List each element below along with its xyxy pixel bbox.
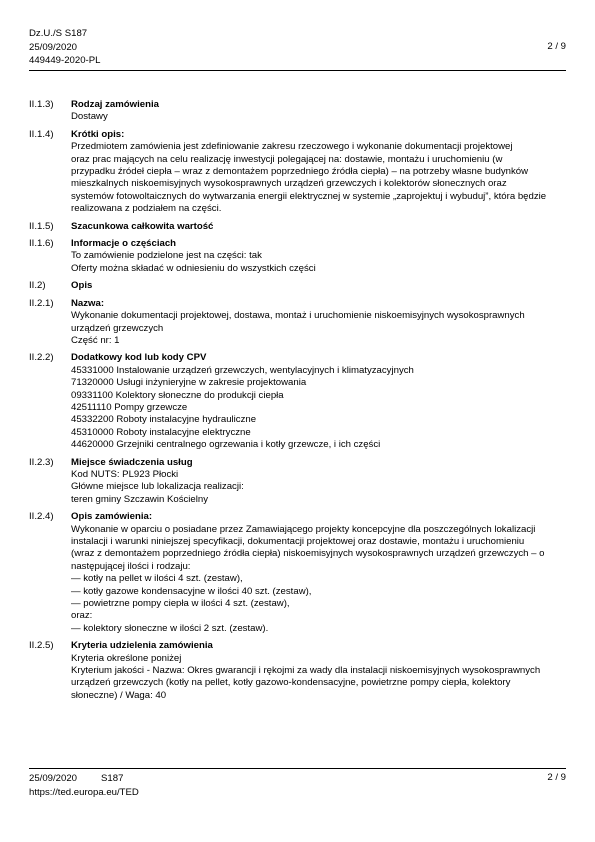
section-text-line: 42511110 Pompy grzewcze [71, 401, 188, 413]
header-divider [29, 70, 566, 71]
section-text-line: — kolektory słoneczne w ilości 2 szt. (zestaw). [71, 622, 269, 634]
footer-date: 25/09/2020 [29, 773, 78, 784]
header-page-number: 2 / 9 [547, 41, 566, 52]
section-text-line: 71320000 Usługi inżynieryjne w zakresie projektowania [71, 377, 307, 389]
footer-page-number: 2 / 9 [547, 772, 566, 783]
section-title: Opis [71, 280, 93, 292]
section-number: II.2.3) [29, 456, 54, 468]
section-text-line: systemów fotowoltaicznych do wytwarzania energii elektrycznej w systemie „zaprojektuj i wybuduj”, która będzie [71, 190, 547, 202]
section-text-line: 45331000 Instalowanie urządzeń grzewczych, wentylacyjnych i klimatyzacyjnych [71, 364, 414, 376]
section-number: II.2.2) [29, 352, 54, 364]
section-number: II.1.5) [29, 220, 54, 232]
section-text-line: 45310000 Roboty instalacyjne elektryczne [71, 426, 251, 438]
section-number: II.1.6) [29, 238, 54, 250]
section-text-line: słoneczne) / Waga: 40 [71, 689, 167, 701]
header-journal-ref: Dz.U./S S187 [29, 28, 88, 39]
section [29, 221, 566, 233]
section-text-line: 45332200 Roboty instalacyjne hydrauliczne [71, 414, 257, 426]
section-text-line: — kotły na pellet w ilości 4 szt. (zestaw), [71, 573, 243, 585]
section-text-line: Kryterium jakości - Nazwa: Okres gwarancji i rękojmi za wady dla instalacji niskoemisyjnych wysokosprawnych [71, 665, 541, 677]
section-text-line: Przedmiotem zamówienia jest zdefiniowanie zakresu rzeczowego i wykonanie dokumentacji projektowej [71, 141, 513, 153]
section [29, 511, 566, 635]
section-text-line: realizowana z podziałem na części. [71, 203, 222, 215]
section-text-line: Wykonanie dokumentacji projektowej, dostawa, montaż i uruchomienie niskoemisyjnych wysokosprawnych [71, 310, 525, 322]
section-title: Dodatkowy kod lub kody CPV [71, 352, 207, 364]
section-text-line: Wykonanie w oparciu o posiadane przez Zamawiającego projekty koncepcyjne dla poszczególnych lokalizacji [71, 523, 536, 535]
section [29, 298, 566, 348]
section-text-line: Dostawy [71, 111, 108, 123]
section-text-line: teren gminy Szczawin Kościelny [71, 493, 209, 505]
section-title: Miejsce świadczenia usług [71, 456, 193, 468]
section-title: Nazwa: [71, 297, 105, 309]
section-text-line: mieszkalnych niskoemisyjnych wysokosprawnych urządzeń grzewczych i kolektorów słonecznych oraz [71, 178, 507, 190]
footer-divider [29, 768, 566, 769]
section-text-line: oraz prac mających na celu realizację inwestycji polegającej na: dostawie, montażu i uruchomieniu (w [71, 153, 503, 165]
section [29, 99, 566, 124]
section-number: II.2.4) [29, 511, 54, 523]
footer-code: S187 [101, 773, 124, 784]
document-header [29, 27, 100, 68]
document-footer [29, 772, 139, 800]
section [29, 352, 566, 451]
section [29, 280, 566, 292]
section-title: Rodzaj zamówienia [71, 99, 159, 110]
section-title: Krótki opis: [71, 128, 125, 140]
section-text-line: urządzeń grzewczych (kotły na pellet, kotły gazowo-kondensacyjne, powietrzne pompy ciepła, kolektory [71, 677, 511, 689]
section-number: II.1.4) [29, 128, 54, 140]
section [29, 640, 566, 702]
section-number: II.2.5) [29, 640, 54, 652]
section-text-line: instalacji i warunki niniejszej specyfikacji, dokumentacji projektowej oraz dostawie, montażu i uruchomieniu [71, 536, 525, 547]
section-text-line: przypadku źródeł ciepła – wraz z demontażem poprzedniego źródła ciepła) – na potrzeby własne budynków [71, 166, 529, 178]
section-text-line: — kotły gazowe kondensacyjne w ilości 40 szt. (zestaw), [71, 585, 312, 597]
section-title: Informacje o częściach [71, 238, 177, 250]
section-text-line: Oferty można składać w odniesieniu do wszystkich części [71, 262, 316, 274]
section-number: II.1.3) [29, 99, 54, 110]
section-text-line: urządzeń grzewczych [71, 322, 164, 334]
section-text-line: (wraz z demontażem poprzedniego źródła ciepła) niskoemisyjnych wysokosprawnych urządzeń grzewczych – o [71, 548, 545, 560]
section-number: II.2) [29, 280, 46, 292]
section [29, 129, 566, 216]
section [29, 238, 566, 275]
section-title: Opis zamówienia: [71, 511, 153, 523]
section-text-line: Kod NUTS: PL923 Płocki [71, 468, 179, 480]
header-notice-id: 449449-2020-PL [29, 55, 101, 66]
section-text-line: oraz: [71, 610, 93, 622]
section-title: Kryteria udzielenia zamówienia [71, 640, 213, 652]
section-number: II.2.1) [29, 297, 54, 309]
section-text-line: Kryteria określone poniżej [71, 652, 182, 664]
footer-link[interactable]: https://ted.europa.eu/TED [29, 787, 139, 798]
section-text-line: 09331100 Kolektory słoneczne do produkcji ciepła [71, 389, 284, 401]
section-text-line: — powietrzne pompy ciepła w ilości 4 szt. (zestaw), [71, 598, 290, 610]
section-title: Szacunkowa całkowita wartość [71, 220, 214, 232]
section-text-line: Część nr: 1 [71, 334, 120, 346]
section [29, 457, 566, 507]
section-text-line: To zamówienie podzielone jest na części: tak [71, 250, 262, 262]
section-text-line: następującej ilości i rodzaju: [71, 560, 191, 572]
section-text-line: 44620000 Grzejniki centralnego ogrzewania i kotły grzewcze, i ich części [71, 439, 381, 451]
section-text-line: Główne miejsce lub lokalizacja realizacji: [71, 481, 244, 493]
notice-body [29, 99, 566, 702]
header-date: 25/09/2020 [29, 41, 78, 53]
